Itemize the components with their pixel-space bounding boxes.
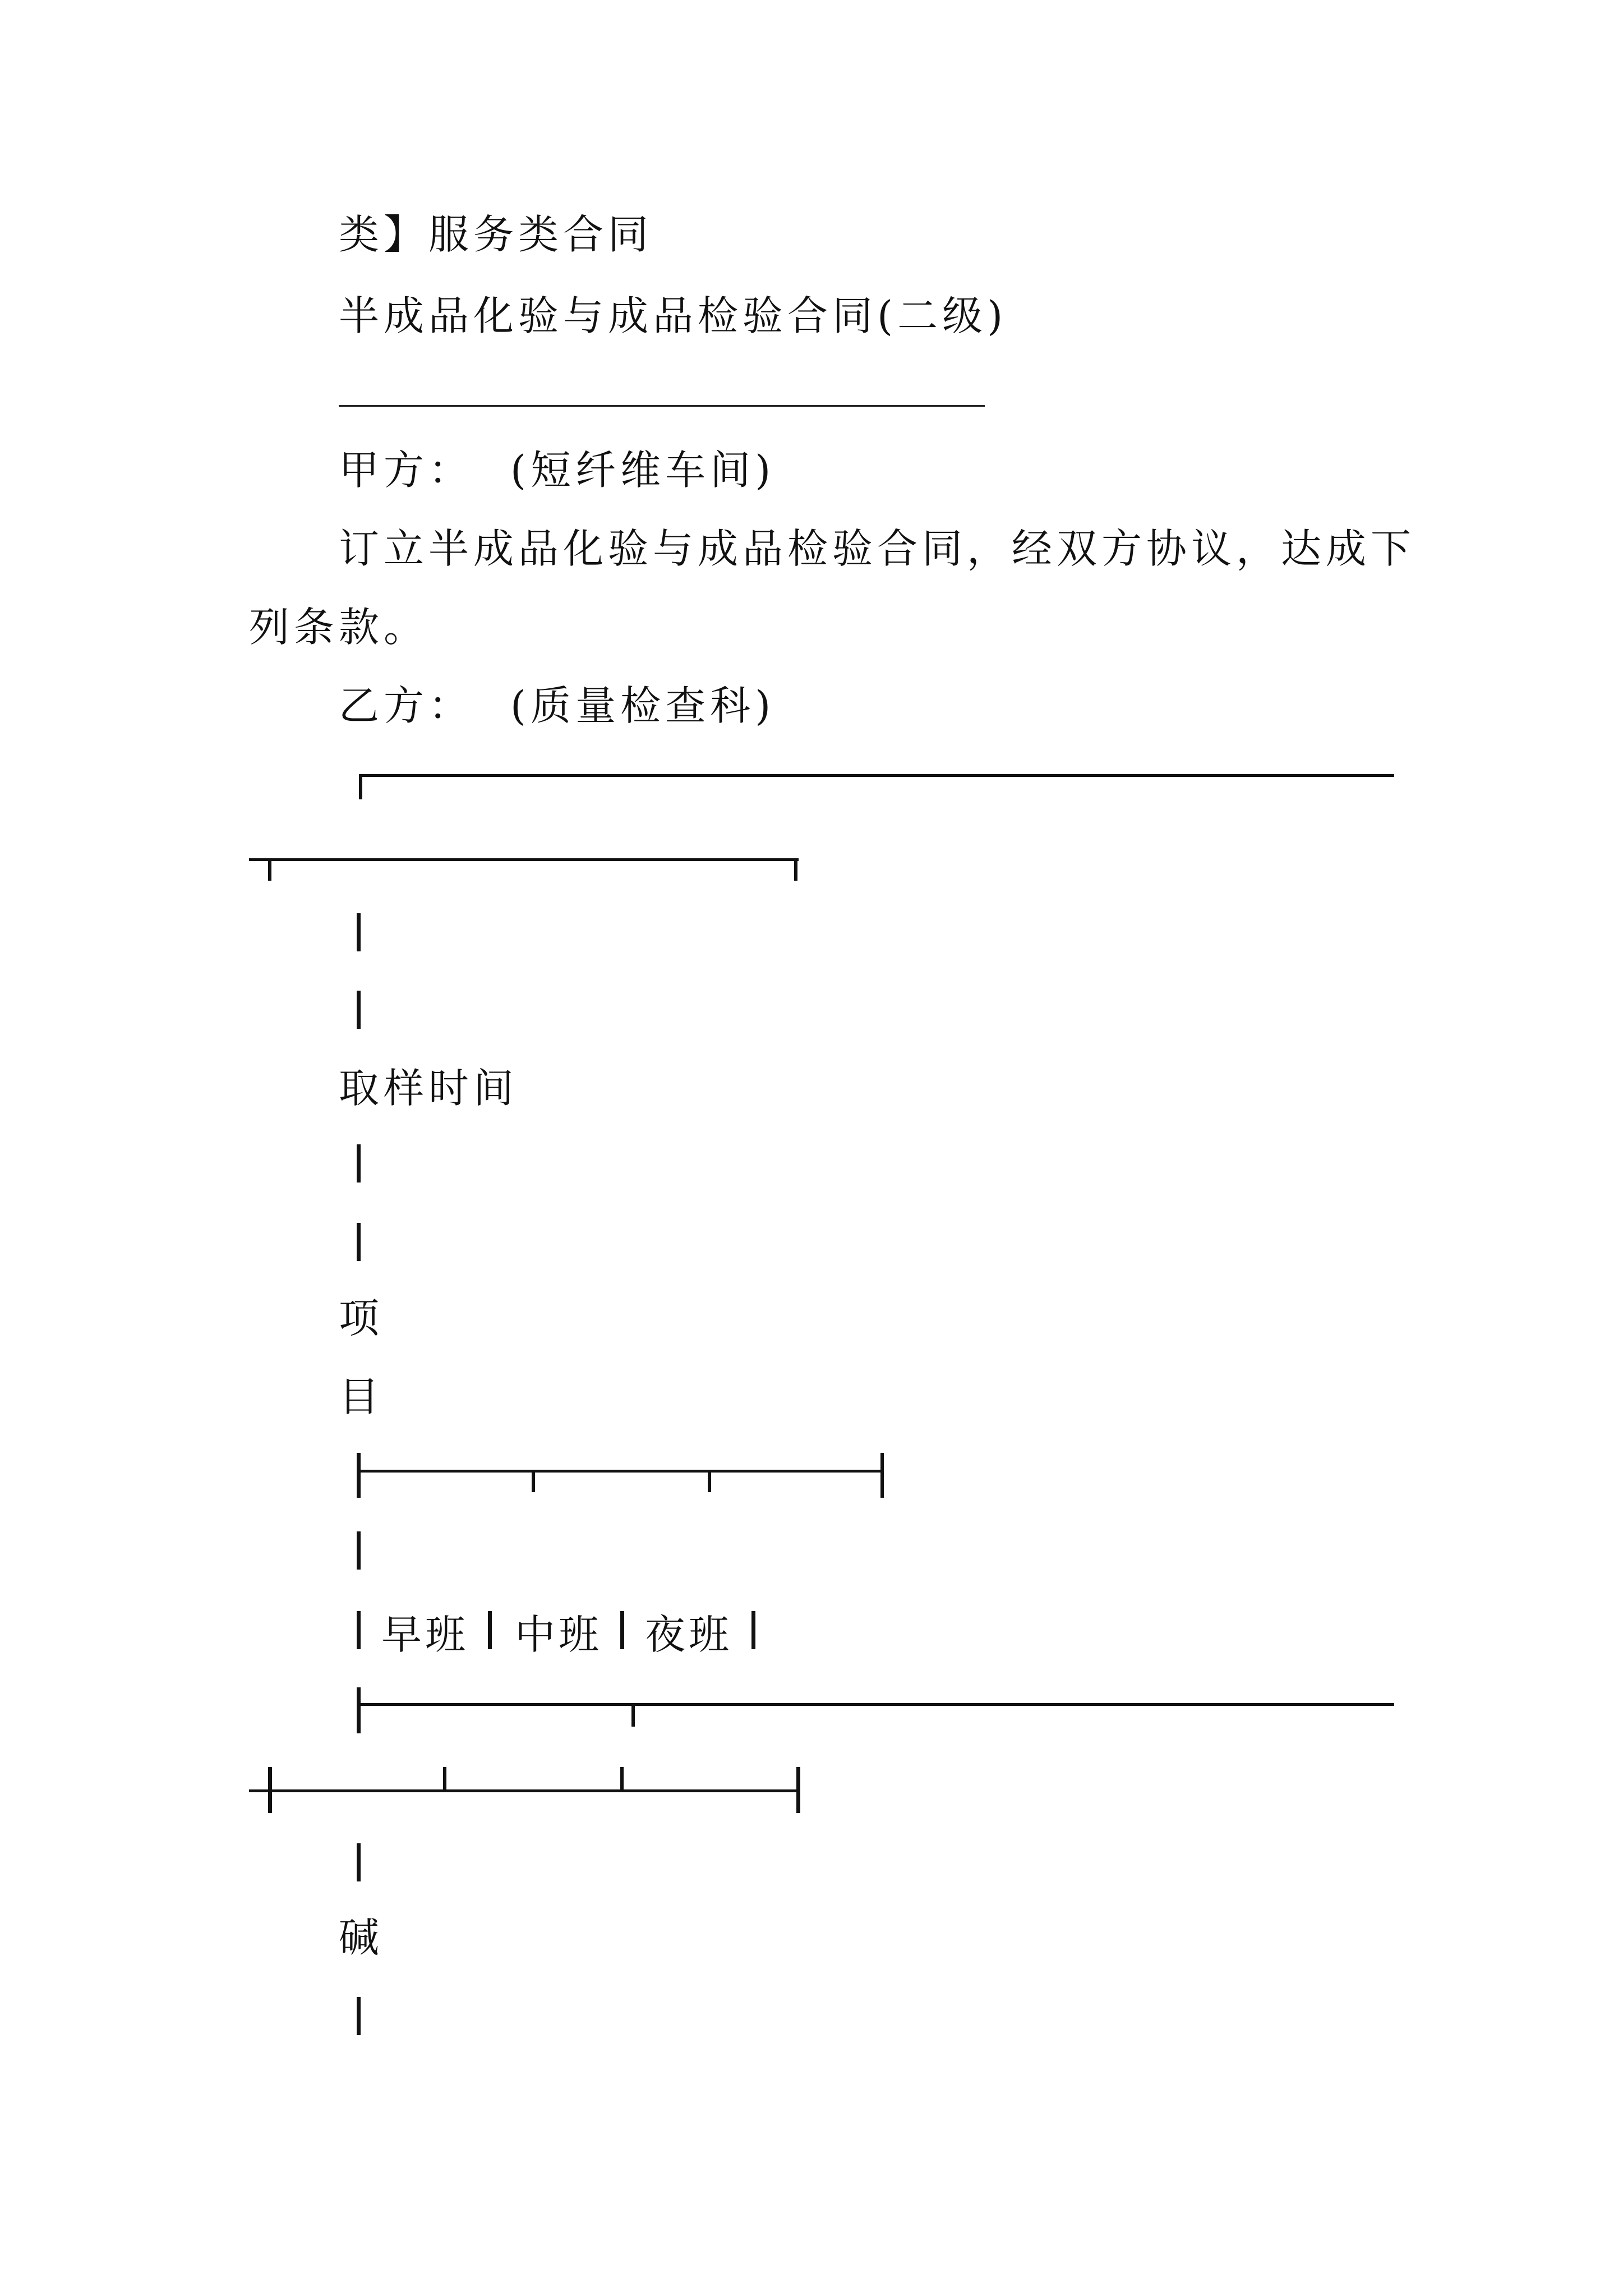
party-a-value: (短纤维车间) [510,447,776,494]
lower-table-tick [631,1703,635,1727]
party-b-label: 乙方： [339,682,474,729]
party-a-label: 甲方： [339,447,474,494]
shift-row-divider-2 [620,1611,624,1649]
item-label-1: 项 [339,1295,384,1342]
lower-table-left-border [357,1687,361,1733]
table-vertical-mark-2 [357,991,361,1029]
table-top-left-tick [359,774,362,799]
table-vertical-mark-6 [357,1843,361,1881]
title-separator: ________________________________ [339,360,985,407]
shift-header-tick-2 [708,1470,711,1492]
lower-table-long-rule [357,1703,1394,1706]
table-top-continued-right-tick [794,858,797,881]
table-top-continued-left-tick [268,858,271,881]
intro-line-1: 订立半成品化验与成品检验合同，经双方协议，达成下 [339,525,1416,572]
party-b-value: (质量检查科) [510,682,776,729]
table-vertical-mark-5 [357,1531,361,1570]
header-line-1: 类】服务类合同 [339,211,653,258]
shift-night-label: 夜班 [645,1611,733,1658]
alkali-label: 碱 [339,1914,384,1961]
table-vertical-mark-1 [357,913,361,951]
item-label-2: 目 [339,1373,384,1420]
shift-row-left-border [357,1611,361,1649]
shift-early-label: 早班 [381,1611,469,1658]
shift-row-divider-1 [488,1611,492,1649]
intro-line-2: 列条款。 [249,604,429,651]
lower-table-continued-tick-2 [620,1767,624,1791]
shift-header-top-rule [357,1470,884,1473]
table-vertical-mark-7 [357,1997,361,2035]
lower-table-continued-tick-1 [443,1767,446,1791]
table-top-border [359,774,1394,777]
table-top-border-continued [249,858,799,861]
shift-row-right-border [751,1611,755,1649]
shift-header-right-border [880,1453,884,1498]
shift-header-tick-1 [532,1470,535,1492]
lower-table-continued-right-border [796,1767,800,1813]
table-vertical-mark-4 [357,1223,361,1261]
sampling-time-label: 取样时间 [339,1065,519,1112]
document-title: 半成品化验与成品检验合同(二级) [339,292,1008,339]
lower-table-continued-left-border [268,1767,272,1813]
table-vertical-mark-3 [357,1144,361,1182]
shift-middle-label: 中班 [515,1611,603,1658]
lower-table-continued-rule [249,1789,799,1792]
shift-header-left-border [357,1453,361,1498]
